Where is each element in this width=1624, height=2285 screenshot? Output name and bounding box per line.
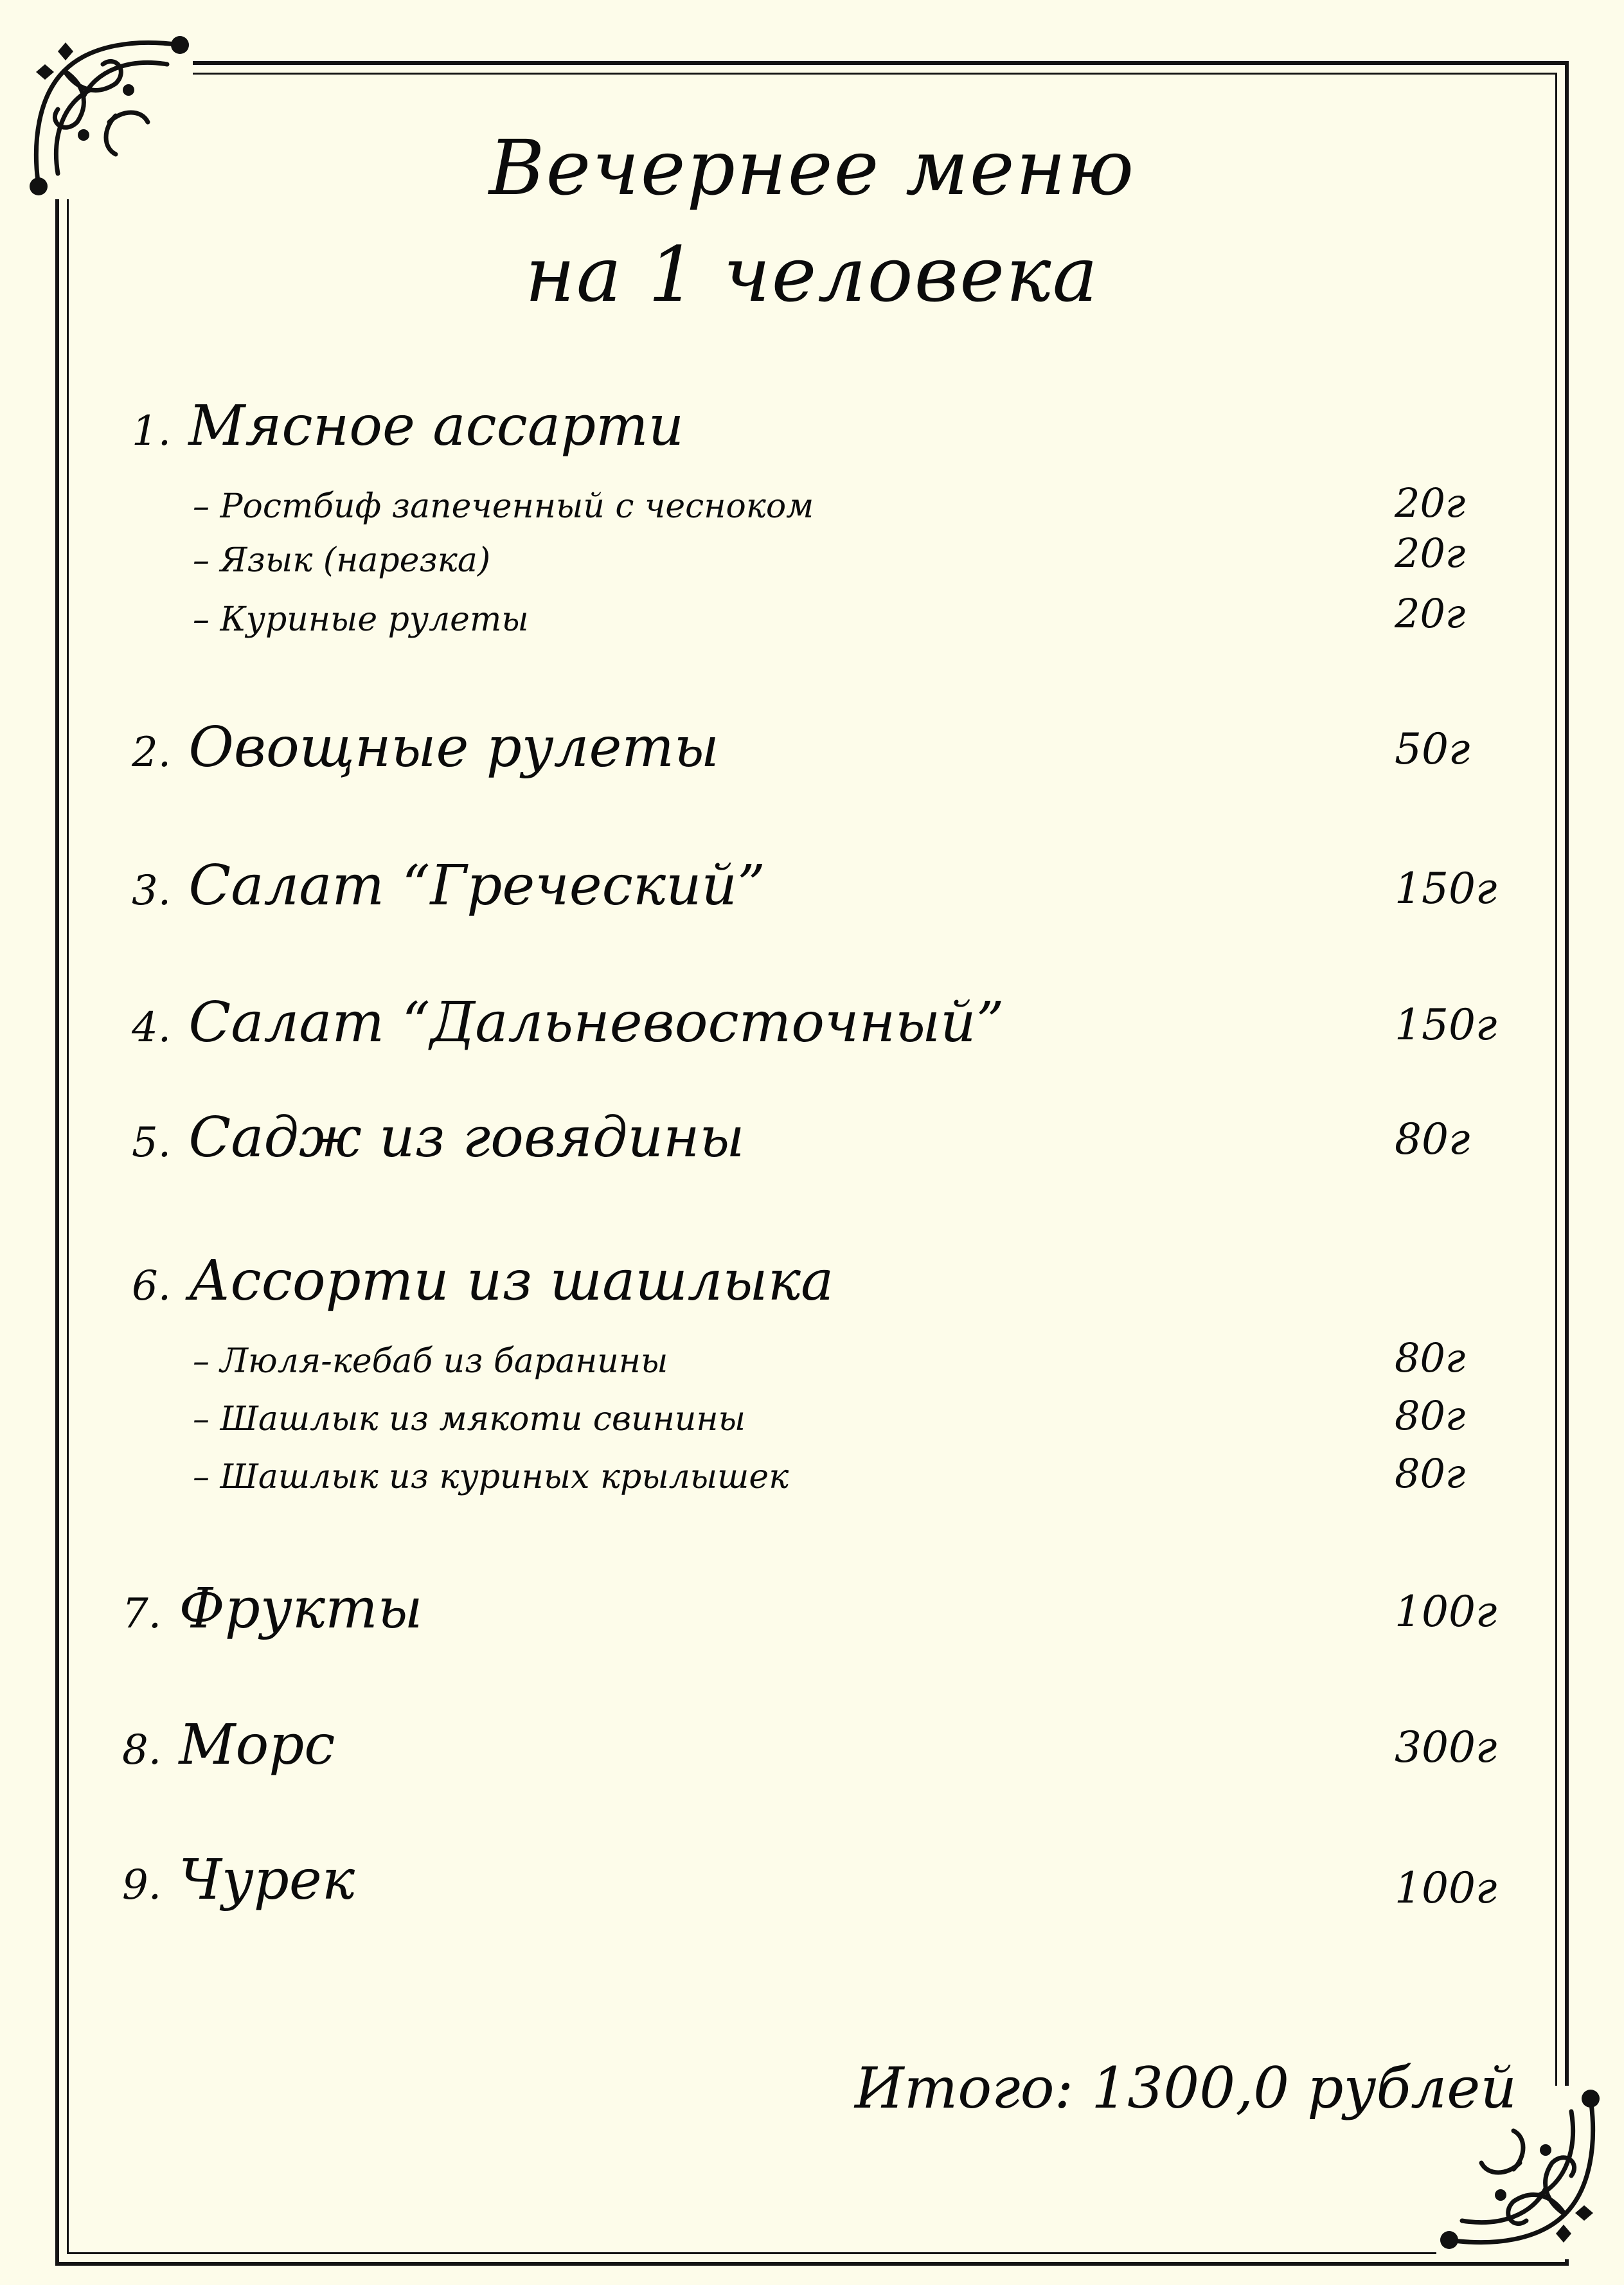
item-number: 2.	[132, 729, 172, 776]
item-3-weight: 150г	[1395, 864, 1497, 913]
item-number: 5.	[132, 1119, 172, 1167]
item-number: 4.	[132, 1004, 172, 1052]
menu-title: Вечернее меню	[488, 123, 1136, 212]
item-name: Салат “Греческий”	[188, 854, 765, 918]
menu-item-7	[122, 1577, 423, 1641]
item-number: 9.	[122, 1861, 162, 1909]
menu-item-8	[122, 1713, 335, 1777]
item-name: Садж из говядины	[188, 1106, 745, 1170]
menu-item-1	[132, 394, 684, 458]
item-5-weight: 80г	[1395, 1115, 1470, 1164]
subitem-6-1: – Люля-кебаб из баранины	[193, 1342, 668, 1381]
menu-item-3	[132, 854, 765, 918]
menu-total: Итого: 1300,0 рублей	[855, 2055, 1517, 2121]
item-7-weight: 100г	[1395, 1587, 1497, 1636]
item-number: 1.	[132, 408, 172, 455]
item-number: 6.	[132, 1262, 172, 1310]
menu-item-5	[132, 1106, 745, 1170]
menu-item-9	[122, 1848, 355, 1912]
subitem-6-3: – Шашлык из куриных крылышек	[193, 1458, 789, 1496]
item-name: Чурек	[179, 1848, 355, 1912]
menu-item-4	[132, 990, 1004, 1055]
subitem-1-2: – Язык (нарезка)	[193, 541, 491, 580]
item-4-weight: 150г	[1395, 1000, 1497, 1050]
subitem-6-1-weight: 80г	[1395, 1334, 1466, 1381]
menu-item-2	[132, 715, 719, 780]
subitem-6-2: – Шашлык из мякоти свинины	[193, 1400, 746, 1438]
subitem-6-3-weight: 80г	[1395, 1450, 1466, 1497]
item-9-weight: 100г	[1395, 1863, 1497, 1913]
item-name: Мясное ассарти	[188, 394, 684, 458]
menu-subtitle: на 1 человека	[525, 230, 1099, 319]
subitem-1-3: – Куриные рулеты	[193, 600, 529, 639]
subitem-1-3-weight: 20г	[1395, 590, 1466, 637]
subitem-1-1-weight: 20г	[1395, 479, 1466, 526]
item-name: Салат “Дальневосточный”	[188, 990, 1004, 1055]
item-8-weight: 300г	[1395, 1723, 1497, 1772]
item-name: Овощные рулеты	[188, 715, 719, 780]
item-number: 7.	[122, 1590, 162, 1638]
item-name: Морс	[179, 1713, 335, 1777]
subitem-6-2-weight: 80г	[1395, 1392, 1466, 1439]
item-number: 3.	[132, 867, 172, 915]
subitem-1-2-weight: 20г	[1395, 530, 1466, 577]
menu-item-6	[132, 1249, 834, 1313]
item-name: Ассорти из шашлыка	[188, 1249, 834, 1313]
subitem-1-1: – Ростбиф запеченный с чесноком	[193, 487, 814, 526]
item-number: 8.	[122, 1726, 162, 1774]
item-2-weight: 50г	[1395, 724, 1470, 774]
item-name: Фрукты	[179, 1577, 423, 1641]
